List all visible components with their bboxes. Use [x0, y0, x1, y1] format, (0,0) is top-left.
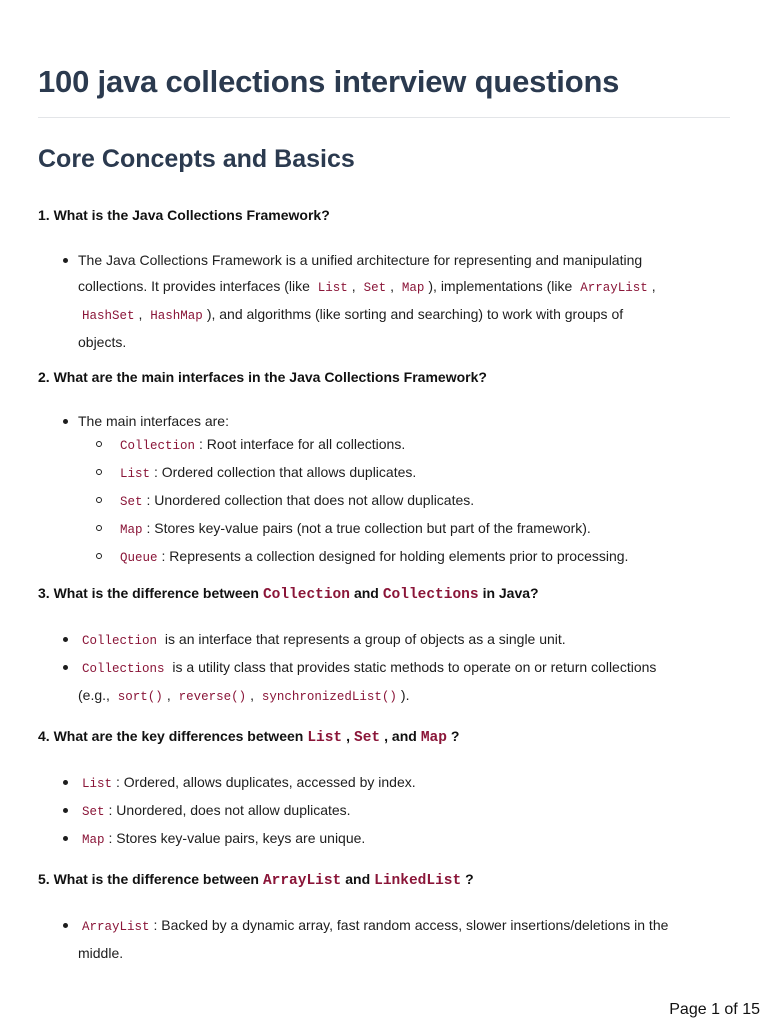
list-item: Map : Stores key-value pairs (not a true collection but part of the framework).: [116, 515, 730, 543]
question-5: 5. What is the difference between ArrayList and LinkedList ?: [38, 871, 474, 889]
list-item: Set : Unordered collection that does not allow duplicates.: [116, 487, 730, 515]
question-4: 4. What are the key differences between List , Set , and Map ?: [38, 728, 460, 746]
code-set: Set: [363, 281, 387, 295]
answer-1-item: The Java Collections Framework is a unified architecture for representing and manipulating collections. It provides interfaces (like List , Set , Map ), implementations (like ArrayList , HashSet , HashMap ), and algorithms (like sorting and searching) to work with groups of objects.: [78, 247, 730, 355]
document-title: 100 java collections interview questions: [38, 64, 620, 99]
answer-3-list: [78, 626, 730, 710]
answer-4-list: [78, 769, 730, 853]
answer-1-list: [78, 247, 730, 355]
list-item: Collection is an interface that represents a group of objects as a single unit.: [78, 626, 730, 654]
page-number: Page 1 of 15: [669, 1001, 760, 1018]
list-item: Collection : Root interface for all collections.: [116, 431, 730, 459]
list-item: Queue : Represents a collection designed for holding elements prior to processing.: [116, 543, 730, 571]
code-map: Map: [401, 281, 425, 295]
question-2: 2. What are the main interfaces in the Java Collections Framework?: [38, 369, 487, 385]
list-item: Collections is a utility class that provides static methods to operate on or return collections (e.g., sort() , reverse() , synchronizedList() ).: [78, 654, 730, 710]
question-1: 1. What is the Java Collections Framework?: [38, 207, 330, 223]
code-list: List: [317, 281, 348, 295]
title-divider: [38, 117, 730, 118]
list-item: Set : Unordered, does not allow duplicates.: [78, 797, 730, 825]
answer-5-list: [78, 912, 730, 966]
interfaces-sublist: [116, 431, 730, 571]
answer-2-intro: The main interfaces are:: [78, 408, 730, 434]
code-arraylist: ArrayList: [580, 281, 648, 295]
list-item: List : Ordered, allows duplicates, accessed by index.: [78, 769, 730, 797]
list-item: Map : Stores key-value pairs, keys are unique.: [78, 825, 730, 853]
section-heading: Core Concepts and Basics: [38, 145, 355, 173]
code-hashset: HashSet: [82, 309, 135, 323]
list-item: List : Ordered collection that allows duplicates.: [116, 459, 730, 487]
code-hashmap: HashMap: [150, 309, 203, 323]
list-item: ArrayList : Backed by a dynamic array, fast random access, slower insertions/deletions in the middle.: [78, 912, 730, 966]
question-3: 3. What is the difference between Collection and Collections in Java?: [38, 585, 539, 603]
